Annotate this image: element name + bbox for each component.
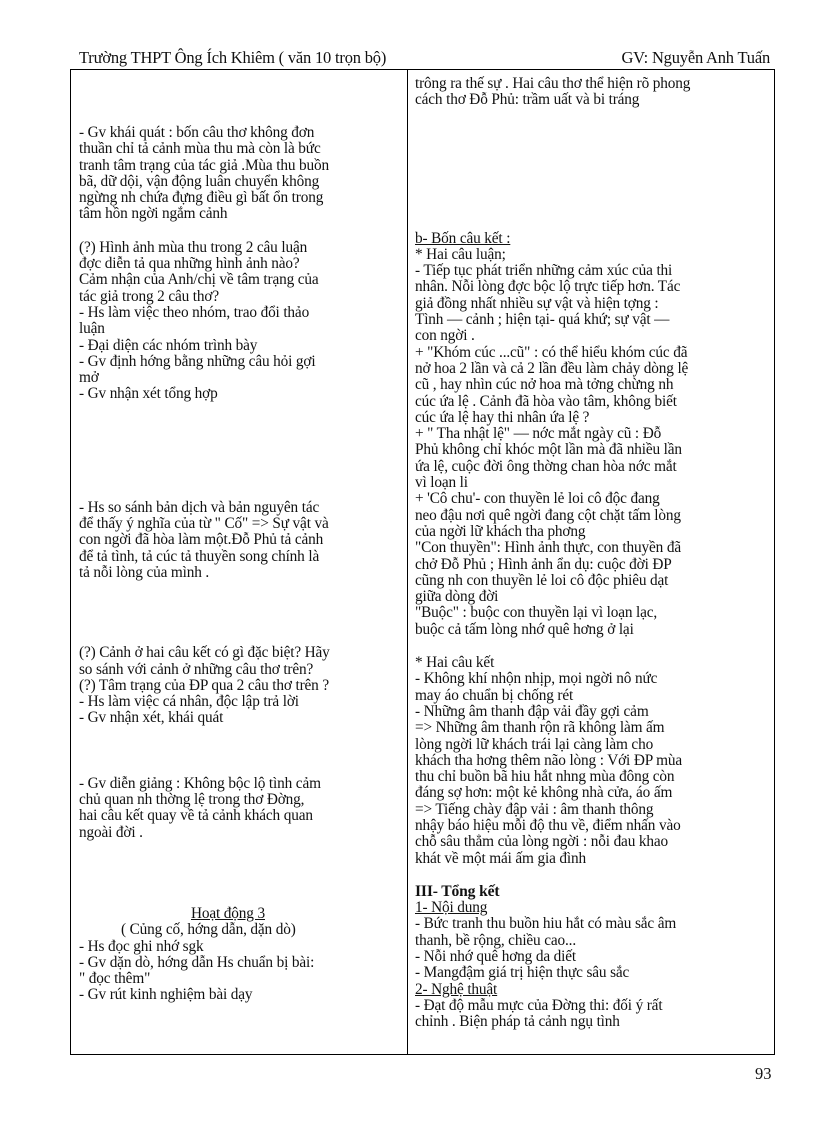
text-line: - Mangđậm giá trị hiện thực sâu sắc <box>415 964 630 982</box>
text-line: Phủ không chỉ khóc một lần mà đã nhiều lần <box>415 441 682 459</box>
section-3-heading: III- Tổng kết <box>415 882 500 900</box>
text-line: vì loạn li <box>415 474 468 492</box>
text-line: - Gv khái quát : bốn câu thơ không đơn <box>79 124 315 141</box>
text-line: để tả tình, tả cúc tả thuyền song chính là <box>79 547 320 565</box>
text-line: " đọc thêm" <box>79 970 151 988</box>
text-line: giả đồng nhất nhiều sự vật và hiện tợng : <box>415 294 659 312</box>
text-line: => Tiếng chày đập vải : âm thanh thông <box>415 800 654 818</box>
text-line: thanh, bề rộng, chiều cao... <box>415 931 577 949</box>
text-line: tác giả trong 2 câu thơ? <box>79 287 219 305</box>
left-block-4 <box>79 645 401 726</box>
text-line: + 'Cô chu'- con thuyền lẻ loi cô độc đang <box>415 490 660 508</box>
text-line: (?) Hình ảnh mùa thu trong 2 câu luận <box>79 238 308 256</box>
text-line: neo đậu nơi quê ngời đang cột chặt tấm lòng <box>415 506 681 524</box>
text-line: - Gv định hớng bằng những câu hỏi gợi <box>79 352 316 370</box>
content-subheading: 1- Nội dung <box>415 899 488 917</box>
text-line: - Không khí nhộn nhịp, mọi ngời nô nức <box>415 670 658 688</box>
text-line: nhân. Nỗi lòng đợc bộc lộ trực tiếp hơn. Tác <box>415 278 681 296</box>
left-column <box>79 125 401 1004</box>
text-line: thu chỉ buồn bã hiu hắt nhng mùa đông còn <box>415 768 675 786</box>
section-b-heading: b- Bốn câu kết : <box>415 229 511 247</box>
text-line: Cảm nhận của Anh/chị về tâm trạng của <box>79 271 319 289</box>
text-line: nhậy báo hiệu mỗi độ thu về, điểm nhấn vào <box>415 816 681 834</box>
text-line: * Hai câu kết <box>415 654 495 672</box>
text-line: con ngời . <box>415 327 475 345</box>
text-line: + " Tha nhật lệ" — nớc mắt ngày cũ : Đỗ <box>415 425 662 443</box>
text-line: hai câu kết quay về tả cảnh khách quan <box>79 807 313 825</box>
text-line: của ngời lữ khách tha phơng <box>415 522 586 540</box>
left-block-3 <box>79 500 401 581</box>
text-line: cúc ứa lệ . Cảnh đã hòa vào tâm, không biết <box>415 392 677 410</box>
text-line: - Nỗi nhớ quê hơng da diết <box>415 948 576 966</box>
text-line: chỗ sâu thẳm của lòng ngời : nỗi đau khao <box>415 833 669 851</box>
text-line: "Buộc" : buộc con thuyền lại vì loạn lạc, <box>415 604 658 622</box>
right-block-2 <box>415 247 771 638</box>
text-line: cách thơ Đỗ Phủ: trầm uất và bi tráng <box>415 91 640 109</box>
text-line: - Đạt độ mẫu mực của Đờng thi: đối ý rất <box>415 996 663 1014</box>
left-block-6 <box>79 939 401 1004</box>
text-line: giữa dòng đời <box>415 588 499 606</box>
text-line: trông ra thế sự . Hai câu thơ thể hiện rõ phong <box>415 75 691 92</box>
text-line: buộc cả tấm lòng nhớ quê hơng ở lại <box>415 620 634 638</box>
text-line: nở hoa 2 lần và cả 2 lần đều làm chảy dòng lệ <box>415 359 689 377</box>
text-line: con ngời đã hòa làm một.Đỗ Phủ tả cảnh <box>79 531 324 549</box>
text-line: - Bức tranh thu buồn hiu hắt có màu sắc âm <box>415 915 677 933</box>
right-block-5 <box>415 998 771 1031</box>
text-line: Tình — cảnh ; hiện tại- quá khứ; sự vật — <box>415 311 670 329</box>
text-line: - Gv nhận xét tổng hợp <box>79 385 218 403</box>
activity-subtitle: ( Củng cố, hớng dẫn, dặn dò) <box>121 921 296 939</box>
text-line: (?) Tâm trạng của ĐP qua 2 câu thơ trên ? <box>79 676 329 694</box>
text-line: cũ , hay nhìn cúc nở hoa mà tởng chừng nh <box>415 376 674 394</box>
text-line: - Tiếp tục phát triển những cảm xúc của thi <box>415 262 673 280</box>
text-line: (?) Cảnh ở hai câu kết có gì đặc biệt? Hãy <box>79 644 330 662</box>
text-line: may áo chuẩn bị chống rét <box>415 686 574 704</box>
text-line: - Gv nhận xét, khái quát <box>79 709 224 727</box>
text-line: => Những âm thanh rộn rã không làm ấm <box>415 719 665 737</box>
text-line: tranh tâm trạng của tác giả .Mùa thu buồn <box>79 156 329 174</box>
text-line: chở Đỗ Phủ ; Hình ảnh ẩn dụ: cuộc đời ĐP <box>415 555 672 573</box>
text-line: khát về một mái ấm gia đình <box>415 849 586 867</box>
text-line: * Hai câu luận; <box>415 245 506 263</box>
right-column <box>415 76 771 1031</box>
right-block-3 <box>415 655 771 867</box>
text-line: khách tha hơng thêm não lòng : Với ĐP mùa <box>415 751 683 769</box>
page-header <box>79 48 770 68</box>
text-line: - Hs làm việc theo nhóm, trao đổi thảo <box>79 303 310 321</box>
teacher-header: GV: Nguyễn Anh Tuấn <box>621 48 770 67</box>
text-line: tả nỗi lòng của mình . <box>79 563 210 581</box>
text-line: đáng sợ hơn: một kẻ không nhà cửa, áo ấm <box>415 784 673 802</box>
left-block-2 <box>79 240 401 403</box>
right-block-1 <box>415 76 771 109</box>
text-line: để thấy ý nghĩa của từ " Cố" => Sự vật và <box>79 515 329 533</box>
text-line: cũng nh con thuyền lẻ loi cô độc phiêu dạt <box>415 571 669 589</box>
text-line: đợc diễn tả qua những hình ảnh nào? <box>79 255 300 273</box>
text-line: bã, dữ dội, vận động luân chuyển không <box>79 172 320 190</box>
text-line: ngoài đời . <box>79 823 143 841</box>
column-divider <box>407 69 408 1055</box>
text-line: chủ quan nh thờng lệ trong thơ Đờng, <box>79 791 305 809</box>
text-line: ứa lệ, cuộc đời ông thờng chan hòa nớc mắt <box>415 457 677 475</box>
text-line: "Con thuyền": Hình ảnh thực, con thuyền đã <box>415 539 681 557</box>
text-line: - Gv rút kinh nghiệm bài dạy <box>79 986 253 1004</box>
art-subheading: 2- Nghệ thuật <box>415 980 498 998</box>
activity-title: Hoạt động 3 <box>191 904 265 922</box>
text-line: chỉnh . Biện pháp tả cảnh ngụ tình <box>415 1013 620 1031</box>
right-block-4 <box>415 916 771 981</box>
left-block-5 <box>79 776 401 841</box>
text-line: lòng ngời lữ khách trái lại càng làm cho <box>415 735 654 753</box>
text-line: - Hs so sánh bản dịch và bản nguyên tác <box>79 498 320 516</box>
text-line: luận <box>79 320 105 338</box>
text-line: cúc ứa lệ hay thi nhân ứa lệ ? <box>415 408 590 426</box>
text-line: - Hs đọc ghi nhớ sgk <box>79 937 204 955</box>
text-line: - Những âm thanh đập vải đầy gợi cảm <box>415 702 649 720</box>
text-line: ngừng nh chứa đựng điều gì bất ổn trong <box>79 189 324 207</box>
text-line: tâm hồn ngời ngắm cảnh <box>79 205 228 223</box>
text-line: - Gv diễn giảng : Không bộc lộ tình cảm <box>79 774 321 792</box>
text-line: + "Khóm cúc ...cũ" : có thể hiểu khóm cúc đã <box>415 343 688 361</box>
left-block-1 <box>79 125 401 223</box>
text-line: - Gv dặn dò, hớng dẫn Hs chuẩn bị bài: <box>79 953 315 971</box>
text-line: thuần chỉ tả cảnh mùa thu mà còn là bức <box>79 140 321 158</box>
page-number: 93 <box>755 1064 772 1083</box>
text-line: - Đại diện các nhóm trình bày <box>79 336 258 354</box>
text-line: mở <box>79 369 99 387</box>
text-line: so sánh với cảnh ở những câu thơ trên? <box>79 660 314 678</box>
text-line: - Hs làm việc cá nhân, độc lập trả lời <box>79 693 299 711</box>
school-header: Trường THPT Ông Ích Khiêm ( văn 10 trọn bộ) <box>79 48 387 67</box>
